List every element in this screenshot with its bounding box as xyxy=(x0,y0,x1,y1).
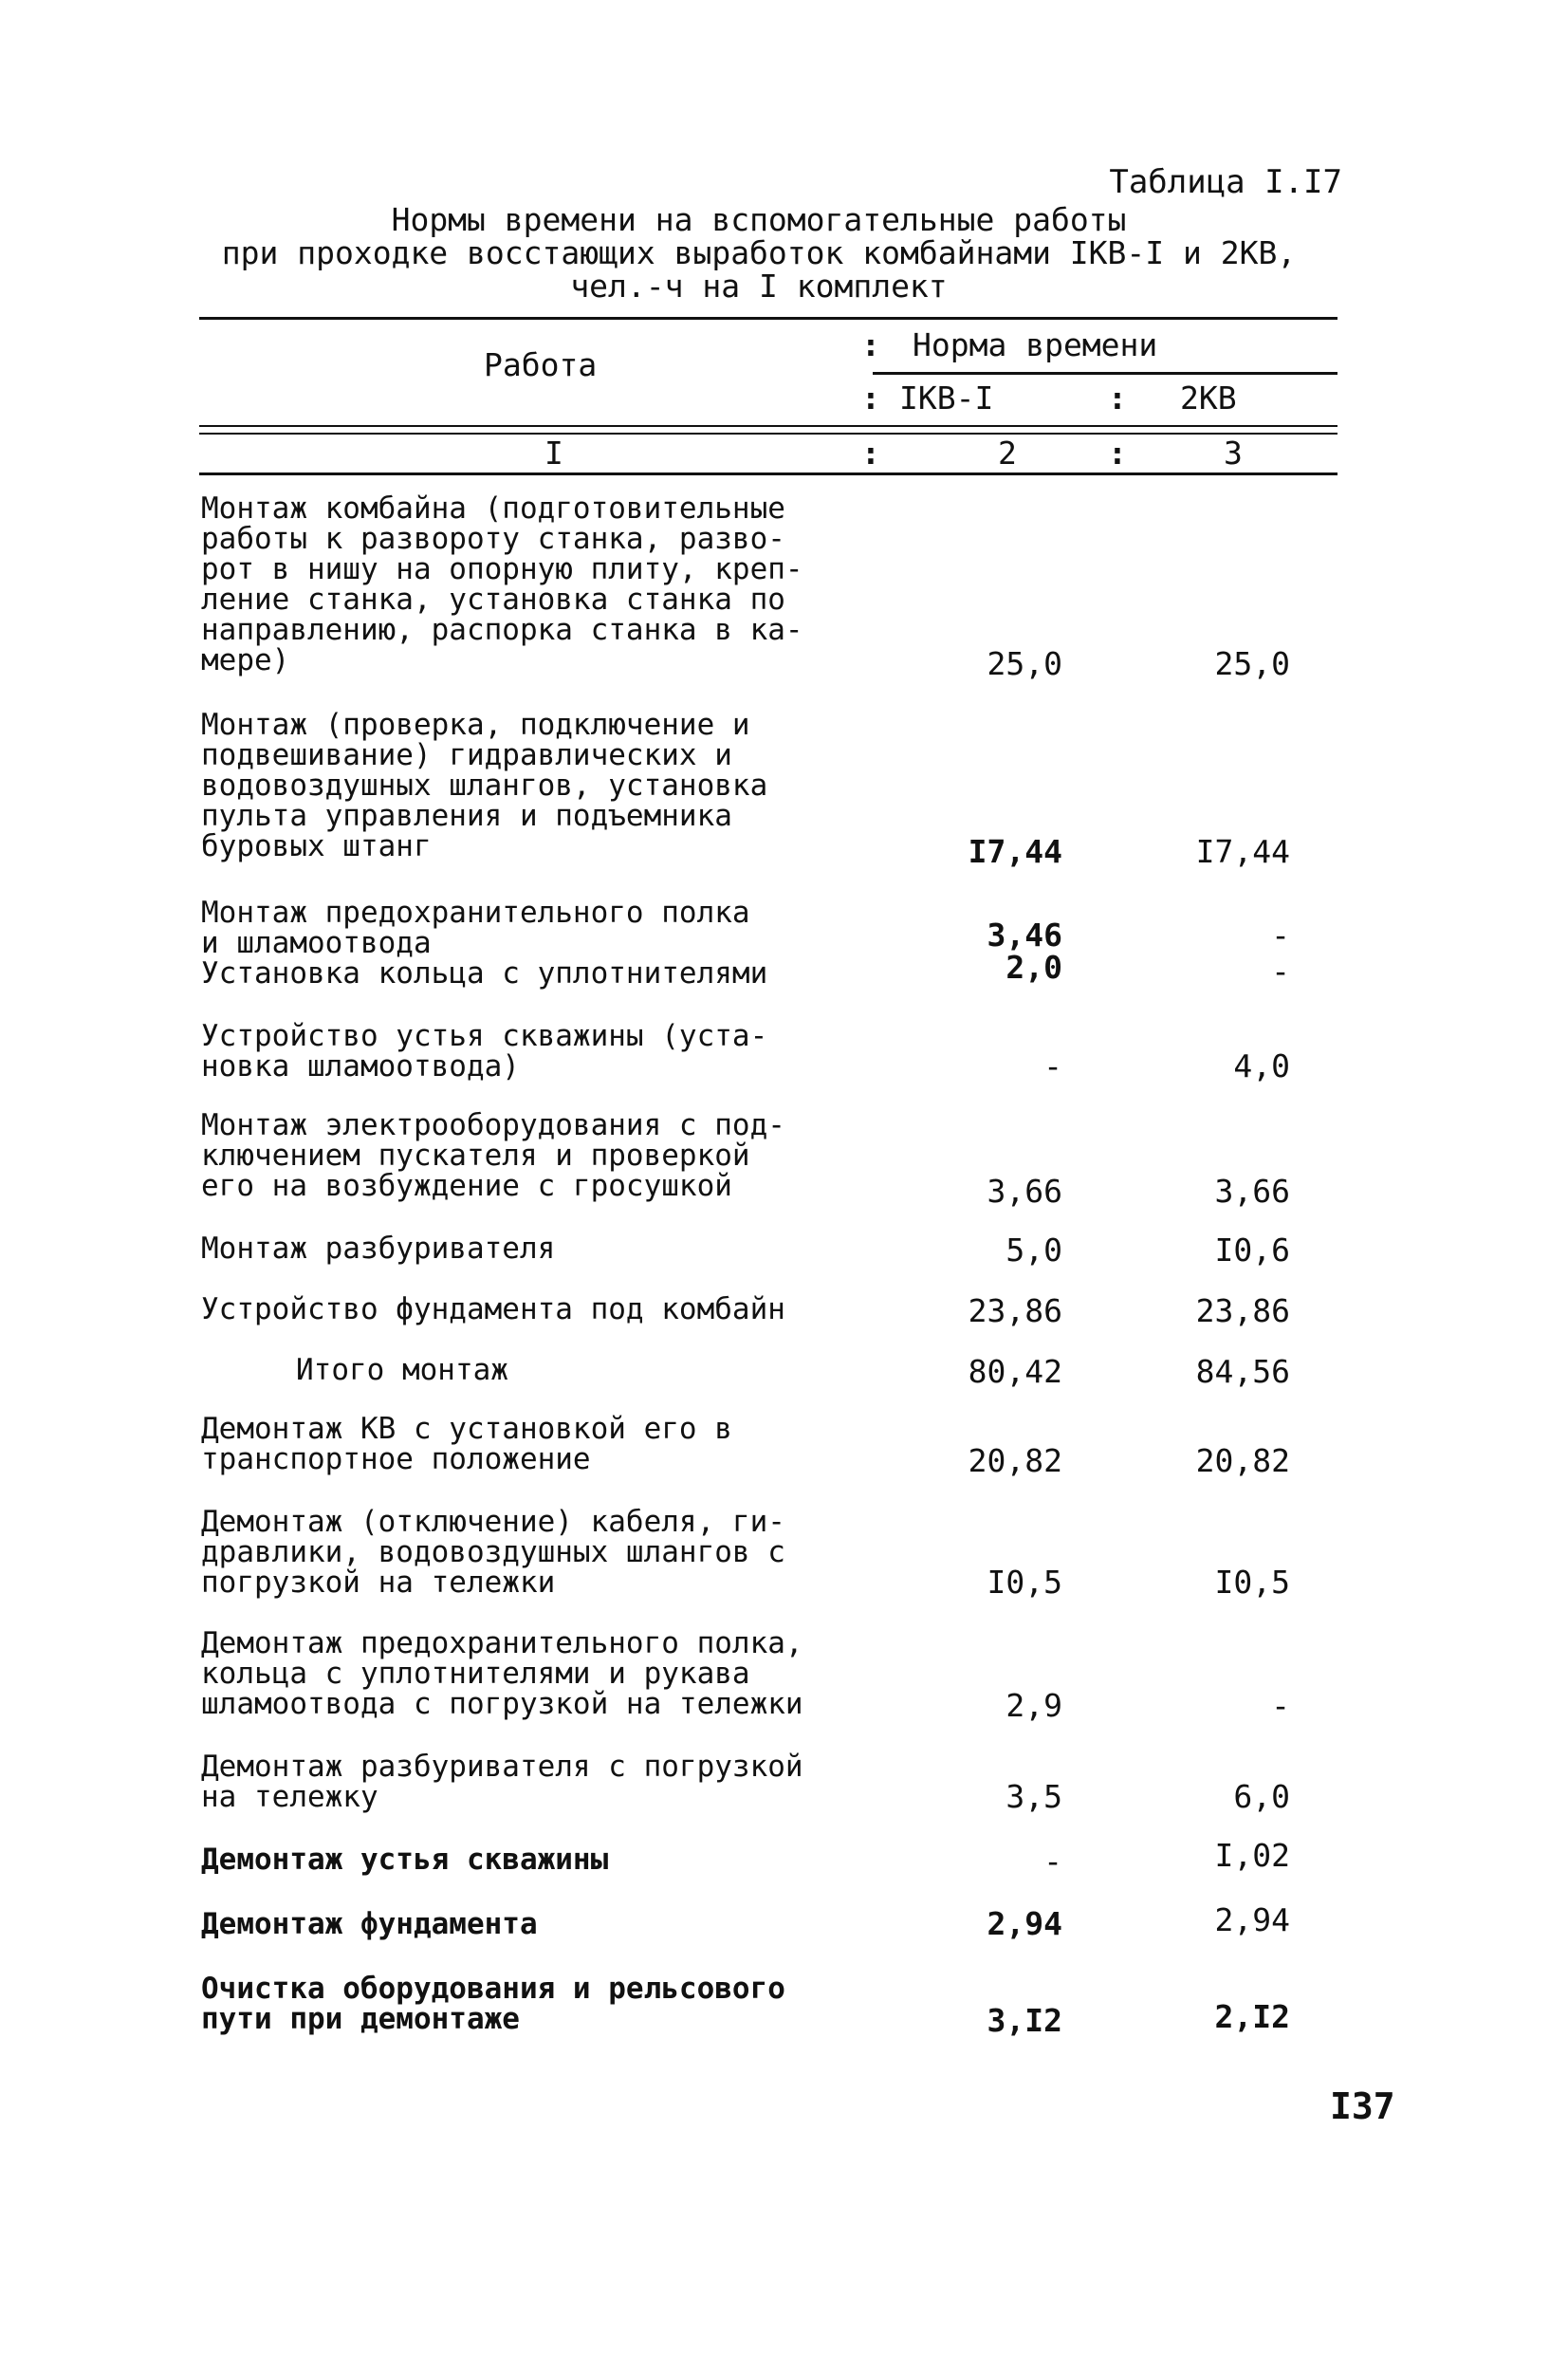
row-value-2kb: I0,5 xyxy=(1214,1564,1290,1601)
row-text: Демонтаж предохранительного полка, кольца с уплотнителями и рукава шламоотвода с погрузкой на тележки xyxy=(201,1626,803,1721)
row-value-2kb: 2,I2 xyxy=(1214,1998,1290,2035)
row-text: Монтаж (проверка, подключение и подвешивание) гидравлических и водовоздушных шлангов, установка пульта управления и подъемника буровых штанг xyxy=(201,708,768,863)
header-num-1: I xyxy=(544,435,563,472)
row-text: Демонтаж разбуривателя с погрузкой на тележку xyxy=(201,1750,803,1814)
row-text: Монтаж комбайна (подготовительные работы к развороту станка, разво- рот в нишу на опорную плиту, креп- ление станка, установка станка по направлению, распорка станка в ка- мере) xyxy=(201,491,803,677)
row-value-2kb: 20,82 xyxy=(1195,1442,1290,1479)
header-sep: : xyxy=(1108,380,1127,417)
row-value-ikb: - xyxy=(1043,1843,1062,1880)
row-value-ikb: I0,5 xyxy=(987,1564,1062,1601)
row-value-ikb: 25,0 xyxy=(987,645,1062,682)
row-text: Монтаж электрооборудования с под- ключением пускателя и проверкой его на возбуждение с гросушкой xyxy=(201,1108,785,1203)
row-value-ikb: 2,9 xyxy=(1005,1687,1062,1724)
total-label: Итого монтаж xyxy=(296,1353,508,1387)
row-text: Монтаж разбуривателя xyxy=(201,1232,556,1266)
row-value-ikb: I7,44 xyxy=(968,833,1062,870)
row-value-2kb: 4,0 xyxy=(1233,1047,1290,1084)
row-value-ikb: 5,0 xyxy=(1005,1232,1062,1269)
row-text: Демонтаж фундамента xyxy=(201,1907,538,1941)
header-sep: : xyxy=(1108,435,1127,472)
table-label: Таблица I.I7 xyxy=(1109,163,1342,201)
row-value-2kb: 3,66 xyxy=(1214,1173,1290,1210)
header-top-rule xyxy=(199,317,1337,320)
row-text: Очистка оборудования и рельсового пути при демонтаже xyxy=(201,1972,785,2036)
header-bottom-rule xyxy=(199,472,1337,475)
header-num-3: 3 xyxy=(1224,435,1243,472)
header-sep: : xyxy=(861,326,880,363)
row-value-ikb: 20,82 xyxy=(968,1442,1062,1479)
row-value-2kb: - xyxy=(1271,953,1290,990)
header-work: Работа xyxy=(484,346,598,383)
header-sub-rule-2 xyxy=(199,433,1337,435)
row-value-2kb: I7,44 xyxy=(1195,833,1290,870)
page-number: I37 xyxy=(1330,2085,1395,2127)
row-value-2kb: 84,56 xyxy=(1195,1353,1290,1390)
header-mid-rule xyxy=(873,372,1337,375)
row-value-2kb: 23,86 xyxy=(1195,1292,1290,1329)
header-col-2kb: 2КВ xyxy=(1180,380,1237,417)
row-value-2kb: - xyxy=(1271,917,1290,954)
row-value-ikb: 3,I2 xyxy=(987,2002,1062,2039)
table-title-line-2: при проходке восстающих выработок комбайнами IКВ-I и 2КВ, xyxy=(221,234,1297,271)
row-value-2kb: I0,6 xyxy=(1214,1232,1290,1269)
header-col-ikb: IКВ-I xyxy=(899,380,994,417)
header-num-2: 2 xyxy=(998,435,1017,472)
row-value-2kb: 25,0 xyxy=(1214,645,1290,682)
row-value-ikb: 3,66 xyxy=(987,1173,1062,1210)
row-value-ikb: 3,46 xyxy=(987,917,1062,954)
row-text: Демонтаж устья скважины xyxy=(201,1843,609,1877)
table-title-line-3: чел.-ч на I комплект xyxy=(570,268,948,305)
header-sep: : xyxy=(861,435,880,472)
row-value-ikb: 23,86 xyxy=(968,1292,1062,1329)
row-value-2kb: 6,0 xyxy=(1233,1778,1290,1815)
row-value-2kb: - xyxy=(1271,1687,1290,1724)
row-text: Устройство устья скважины (уста- новка шламоотвода) xyxy=(201,1019,768,1084)
row-value-ikb: 2,0 xyxy=(1005,949,1062,986)
row-value-ikb: 3,5 xyxy=(1005,1778,1062,1815)
row-text: Демонтаж (отключение) кабеля, ги- дравлики, водовоздушных шлангов с погрузкой на тележки xyxy=(201,1505,785,1600)
row-text: Установка кольца с уплотнителями xyxy=(201,956,768,991)
header-sep: : xyxy=(861,380,880,417)
row-value-ikb: 2,94 xyxy=(987,1905,1062,1942)
row-value-2kb: 2,94 xyxy=(1214,1901,1290,1938)
table-title-line-1: Нормы времени на вспомогательные работы xyxy=(391,201,1127,238)
header-norm: Норма времени xyxy=(913,326,1158,363)
row-value-ikb: - xyxy=(1043,1047,1062,1084)
row-text: Монтаж предохранительного полка и шламоотвода xyxy=(201,896,750,960)
row-value-ikb: 80,42 xyxy=(968,1353,1062,1390)
row-value-2kb: I,02 xyxy=(1214,1837,1290,1874)
row-text: Устройство фундамента под комбайн xyxy=(201,1292,785,1326)
row-text: Демонтаж КВ с установкой его в транспортное положение xyxy=(201,1412,732,1476)
header-sub-rule xyxy=(199,425,1337,427)
